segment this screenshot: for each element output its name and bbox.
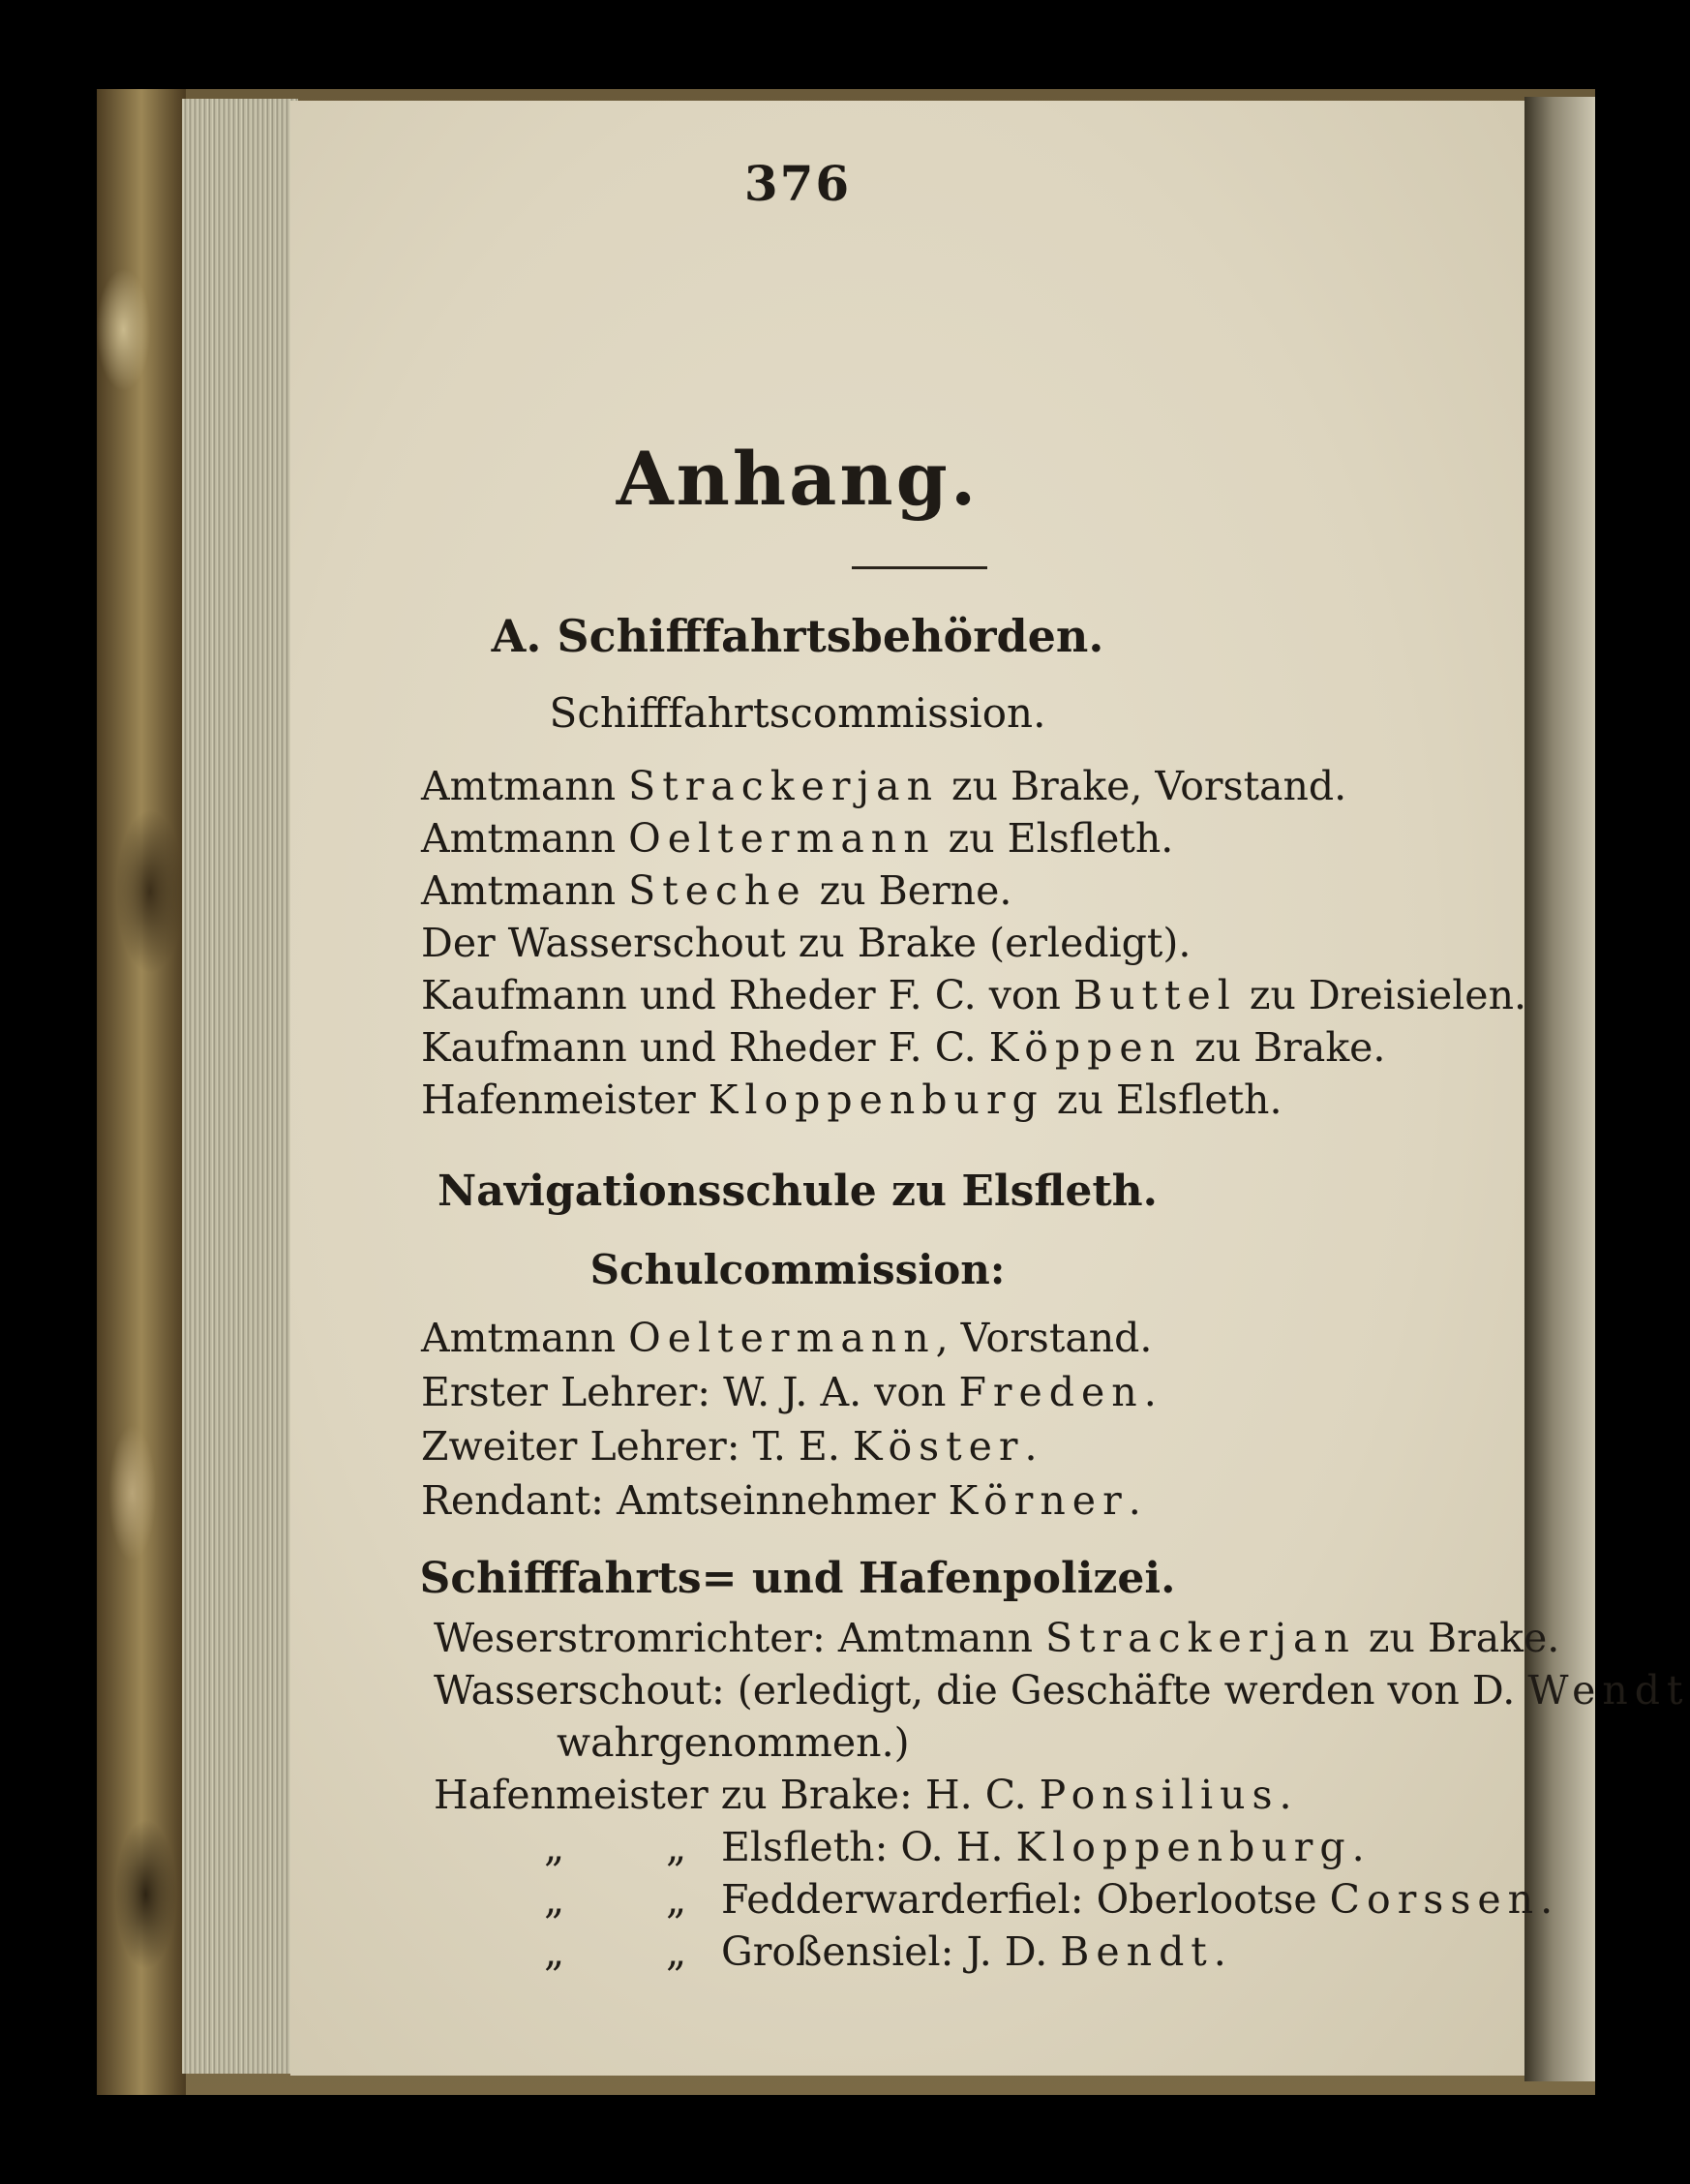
text-line: Elsfleth: O. H. Kloppenburg. <box>721 1824 1365 1870</box>
text-line: Hafenmeister zu Brake: H. C. Ponsilius. <box>434 1772 1292 1818</box>
page-title: Anhang. <box>616 436 980 522</box>
text-line: Amtmann Strackerjan zu Brake, Vorstand. <box>421 763 1347 809</box>
ditto-mark: „ <box>544 1876 565 1923</box>
facing-page-gutter <box>1524 97 1595 2081</box>
text-line: Der Wasserschout zu Brake (erledigt). <box>421 920 1192 966</box>
section-police-heading: Schifffahrts= und Hafenpolizei. <box>419 1554 1176 1603</box>
text-line: Hafenmeister Kloppenburg zu Elsfleth. <box>421 1077 1283 1123</box>
page-number: 376 <box>743 155 852 212</box>
text-line: Kaufmann und Rheder F. C. von Buttel zu Dreisielen. <box>421 972 1527 1018</box>
title-divider <box>852 566 987 569</box>
ditto-mark: „ <box>544 1824 565 1870</box>
text-line: Großensiel: J. D. Bendt. <box>721 1928 1226 1975</box>
text-line: wahrgenommen.) <box>557 1719 910 1766</box>
text-line: Zweiter Lehrer: T. E. Köster. <box>421 1423 1038 1470</box>
section-a-subheading: Schifffahrtscommission. <box>549 689 1046 737</box>
ditto-mark: „ <box>666 1824 687 1870</box>
page-edges <box>182 99 298 2074</box>
ditto-mark: „ <box>544 1928 565 1975</box>
section-nav-subheading: Schulcommission: <box>589 1246 1006 1293</box>
ditto-mark: „ <box>666 1876 687 1923</box>
text-line: Amtmann Oeltermann, Vorstand. <box>421 1315 1153 1361</box>
text-line: Erster Lehrer: W. J. A. von Freden. <box>421 1369 1157 1415</box>
text-line: Amtmann Oeltermann zu Elsfleth. <box>421 815 1174 862</box>
text-line: Kaufmann und Rheder F. C. Köppen zu Brake. <box>421 1024 1386 1071</box>
ditto-mark: „ <box>666 1928 687 1975</box>
marbled-cover-edge <box>97 89 186 2095</box>
text-line: Weserstromrichter: Amtmann Strackerjan zu Brake. <box>434 1615 1560 1661</box>
text-line: Fedderwarderfiel: Oberlootse Corssen. <box>721 1876 1554 1923</box>
text-line: Rendant: Amtseinnehmer Körner. <box>421 1477 1141 1524</box>
text-line: Amtmann Steche zu Berne. <box>421 867 1012 914</box>
section-a-heading: A. Schifffahrtsbehörden. <box>491 610 1104 662</box>
text-line: Wasserschout: (erledigt, die Geschäfte werden von D. Wendt <box>434 1667 1690 1714</box>
section-nav-heading: Navigationsschule zu Elsfleth. <box>438 1167 1158 1216</box>
